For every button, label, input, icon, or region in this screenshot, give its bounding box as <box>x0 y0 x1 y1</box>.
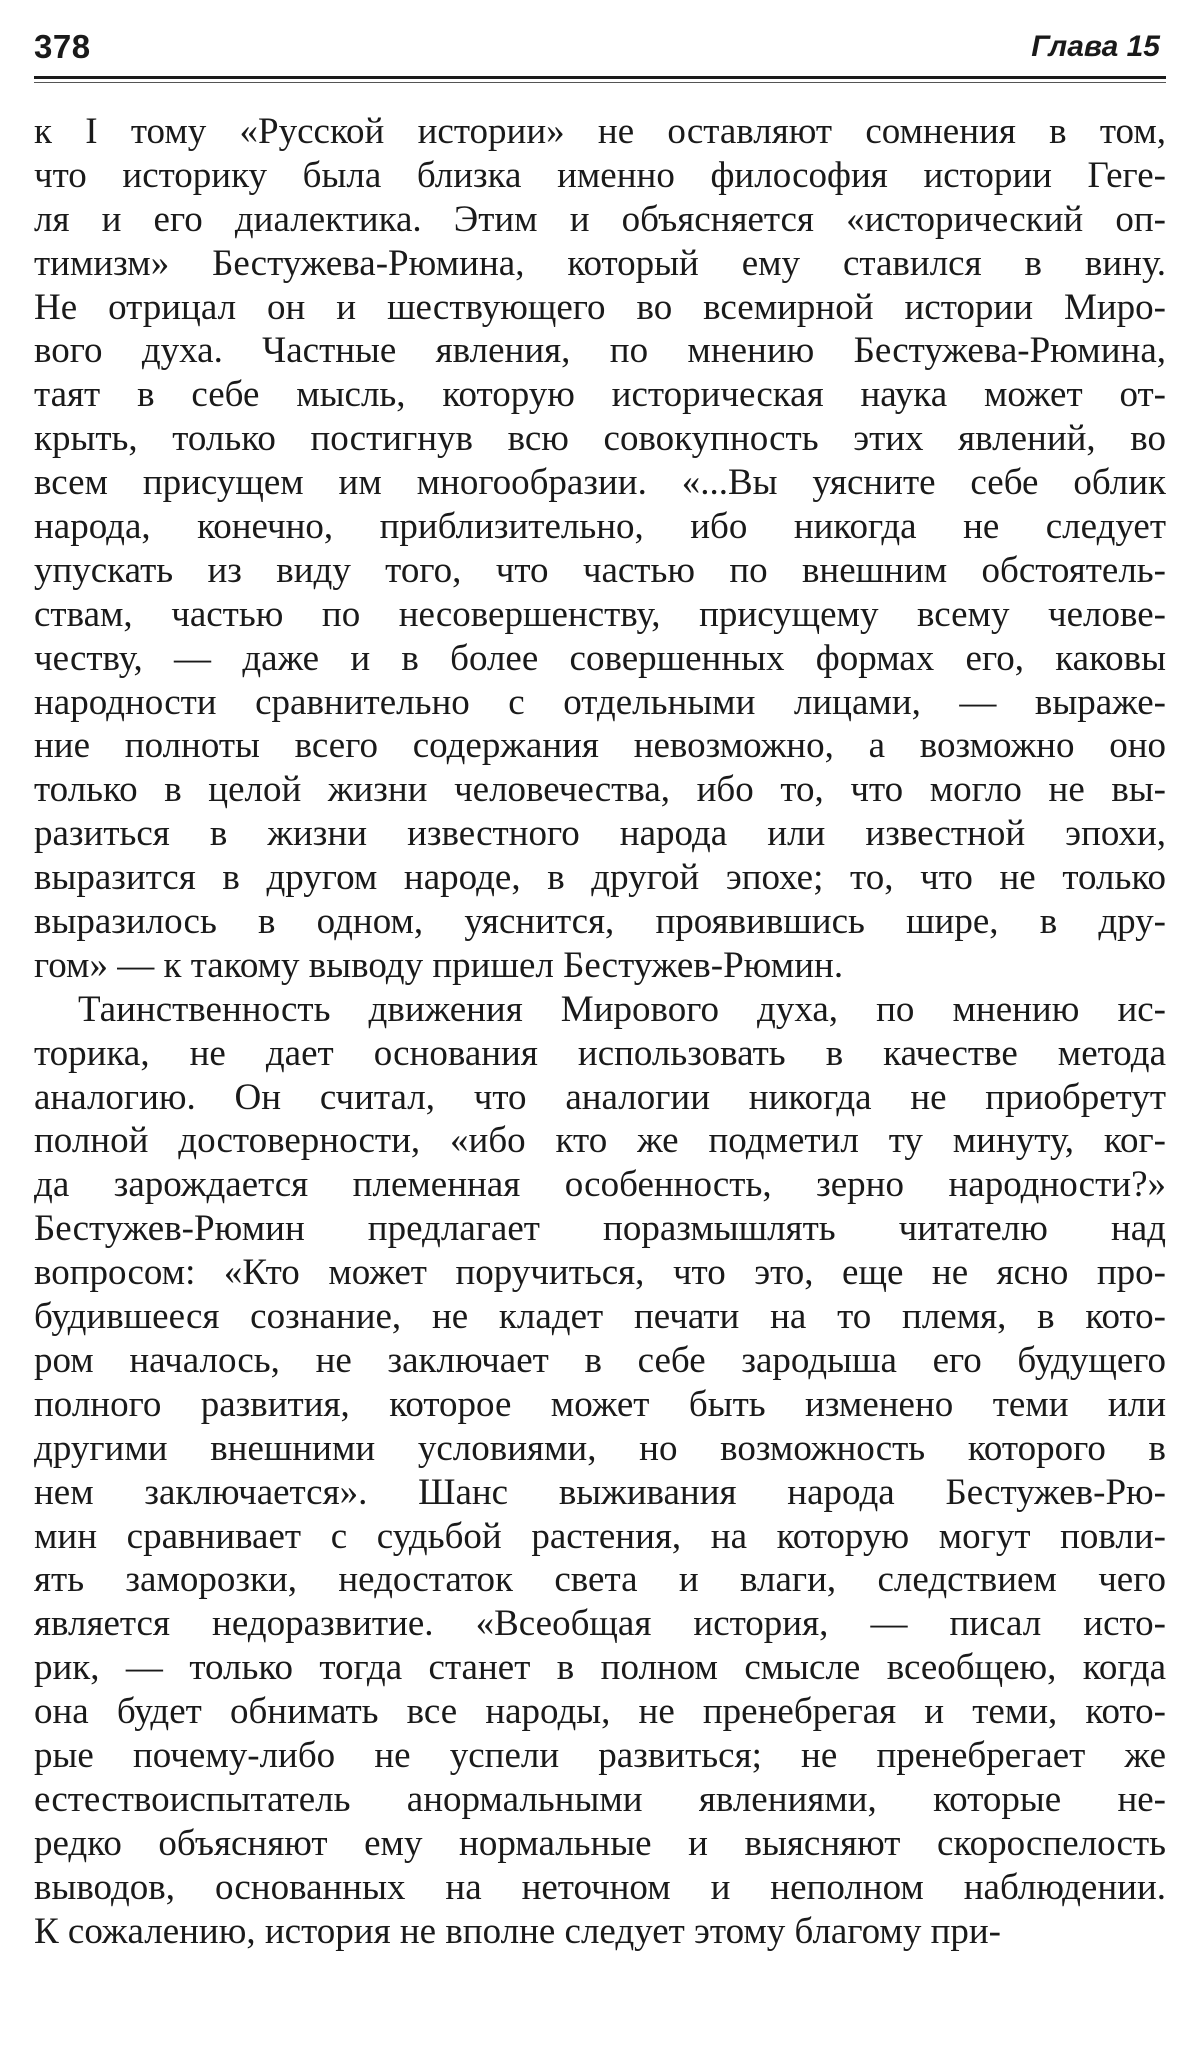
paragraph <box>34 988 1166 1954</box>
text-line: крыть, только постигнув всю совокупность этих явлений, во <box>34 418 1166 460</box>
paragraph <box>34 110 1166 988</box>
text-line: она будет обнимать все народы, не пренебрегая и теми, кото- <box>34 1691 1166 1733</box>
text-line: аналогию. Он считал, что аналогии никогда не приобретут <box>34 1076 1166 1118</box>
text-line: будившееся сознание, не кладет печати на то племя, в кото- <box>34 1296 1166 1338</box>
text-line: только в целой жизни человечества, ибо то, что могло не вы- <box>34 769 1166 811</box>
text-line: нем заключается». Шанс выживания народа Бестужев-Рю- <box>34 1471 1166 1513</box>
text-line: является недоразвитие. «Всеобщая история, — писал исто- <box>34 1603 1166 1645</box>
text-line: редко объясняют ему нормальные и выясняют скороспелость <box>34 1822 1166 1864</box>
text-line: ять заморозки, недостаток света и влаги, следствием чего <box>34 1559 1166 1601</box>
text-line: что историку была близка именно философия истории Геге- <box>34 154 1166 196</box>
chapter-label: Глава 15 <box>1031 30 1160 63</box>
text-line: полной достоверности, «ибо кто же подметил ту минуту, ког- <box>34 1120 1166 1162</box>
text-line: упускать из виду того, что частью по внешним обстоятель- <box>34 549 1166 591</box>
text-line: народности сравнительно с отдельными лицами, — выраже- <box>34 681 1166 723</box>
text-line: Не отрицал он и шествующего во всемирной истории Миро- <box>34 286 1166 328</box>
text-line: выводов, основанных на неточном и неполном наблюдении. <box>34 1866 1166 1908</box>
text-line: Бестужев-Рюмин предлагает поразмышлять читателю над <box>34 1208 1166 1250</box>
header-rule-thin <box>34 82 1166 83</box>
header-rule <box>34 76 1166 79</box>
text-line: тимизм» Бестужева-Рюмина, который ему ставился в вину. <box>34 242 1166 284</box>
text-line: честву, — даже и в более совершенных формах его, каковы <box>34 637 1166 679</box>
text-line: таят в себе мысль, которую историческая наука может от- <box>34 374 1166 416</box>
text-line: выразилось в одном, уяснится, проявившись шире, в дру- <box>34 901 1166 943</box>
text-line: вого духа. Частные явления, по мнению Бестужева-Рюмина, <box>34 330 1166 372</box>
text-line: гом» — к такому выводу пришел Бестужев-Рюмин. <box>34 944 844 986</box>
body-text <box>34 110 1166 1953</box>
text-line: ля и его диалектика. Этим и объясняется «исторический оп- <box>34 198 1166 240</box>
text-line: ствам, частью по несовершенству, присущему всему челове- <box>34 593 1166 635</box>
text-line: другими внешними условиями, но возможность которого в <box>34 1427 1166 1469</box>
text-line: естествоиспытатель анормальными явлениями, которые не- <box>34 1778 1166 1820</box>
text-line: да зарождается племенная особенность, зерно народности?» <box>34 1164 1166 1206</box>
running-head <box>34 26 1166 80</box>
text-line: народа, конечно, приблизительно, ибо никогда не следует <box>34 506 1166 548</box>
text-line: выразится в другом народе, в другой эпохе; то, что не только <box>34 857 1166 899</box>
text-line: вопросом: «Кто может поручиться, что это, еще не ясно про- <box>34 1252 1166 1294</box>
text-line: К сожалению, история не вполне следует этому благому при- <box>34 1910 1001 1952</box>
text-line: к I тому «Русской истории» не оставляют сомнения в том, <box>34 111 1166 152</box>
text-line: ние полноты всего содержания невозможно, а возможно оно <box>34 725 1166 767</box>
text-line: торика, не дает основания использовать в качестве метода <box>34 1032 1166 1074</box>
text-line: ром началось, не заключает в себе зародыша его будущего <box>34 1339 1166 1381</box>
page-number: 378 <box>34 28 91 65</box>
text-line: мин сравнивает с судьбой растения, на которую могут повли- <box>34 1515 1166 1557</box>
text-line: разиться в жизни известного народа или известной эпохи, <box>34 813 1166 855</box>
text-line: всем присущем им многообразии. «...Вы уясните себе облик <box>34 462 1166 504</box>
text-line: рые почему-либо не успели развиться; не пренебрегает же <box>34 1734 1166 1776</box>
text-line: полного развития, которое может быть изменено теми или <box>34 1383 1166 1425</box>
text-line: рик, — только тогда станет в полном смысле всеобщею, когда <box>34 1647 1166 1689</box>
text-line: Таинственность движения Мирового духа, по мнению ис- <box>78 988 1166 1030</box>
